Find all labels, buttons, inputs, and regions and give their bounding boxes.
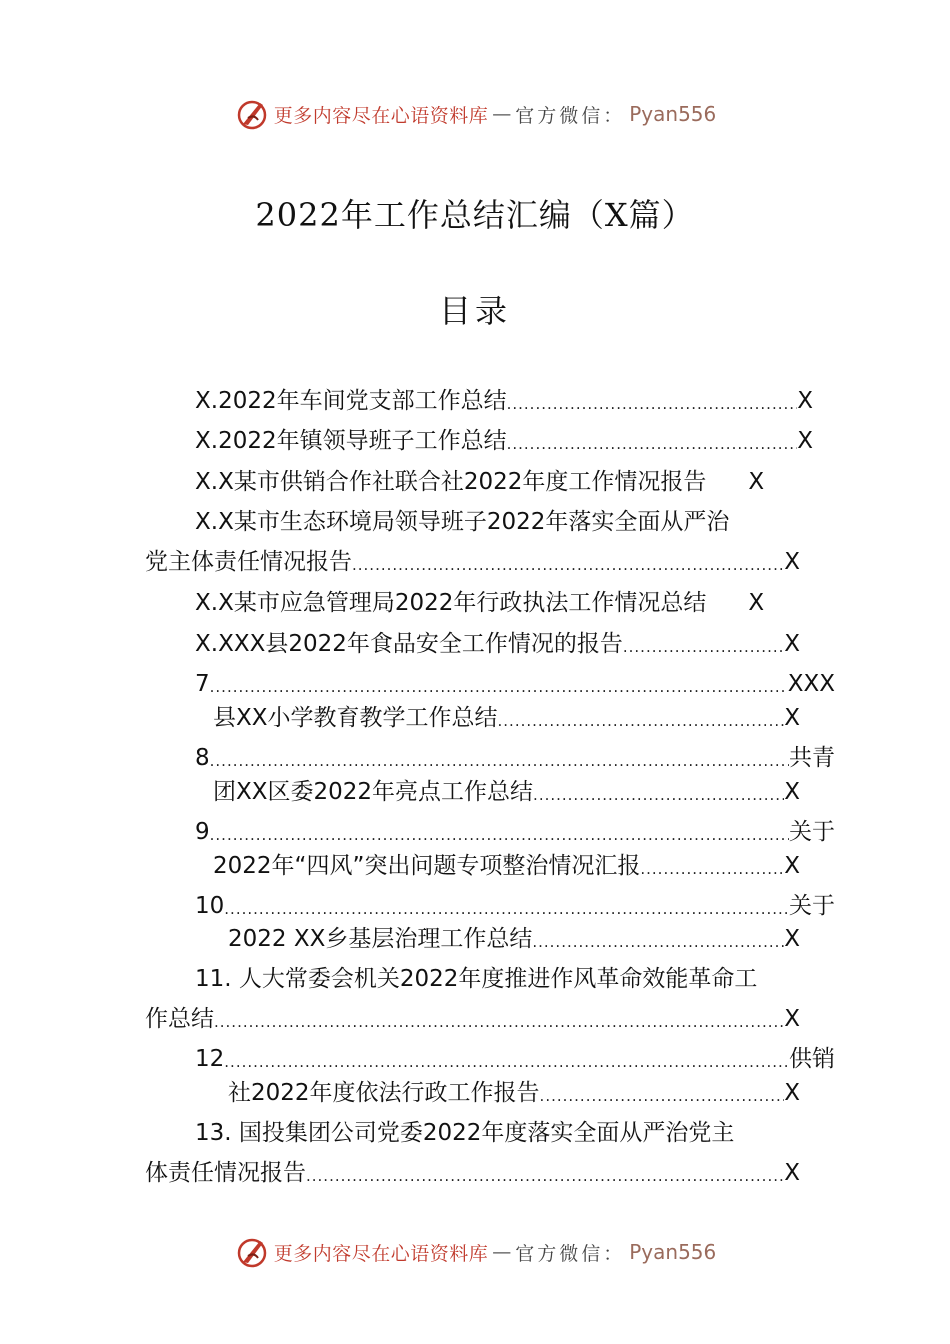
toc-entry-number: 10 (195, 893, 225, 919)
watermark-dash: — (492, 103, 512, 125)
toc-entry-title: X.X某市生态环境局领导班子2022年落实全面从严治 (195, 509, 730, 535)
toc-entry-page: X (748, 590, 765, 616)
leader-dots (540, 1082, 785, 1110)
toc-entry-continuation[interactable] (213, 849, 800, 883)
toc-entry-trail: XXX (787, 671, 835, 697)
toc-entry-title-cont: 团XX区委2022年亮点工作总结 (213, 779, 534, 805)
toc-entry-number: 12 (195, 1046, 225, 1072)
toc-entry-page: X (784, 926, 800, 952)
leader-dots (210, 673, 788, 701)
toc-heading: 目录 (438, 292, 511, 330)
toc-entry[interactable] (195, 627, 800, 661)
toc-entry-title: 11. 人大常委会机关2022年度推进作风革命效能革命工 (195, 966, 758, 992)
toc-entry-continuation[interactable] (213, 701, 800, 735)
toc-entry[interactable] (195, 889, 835, 923)
leader-dots (224, 895, 789, 923)
toc-entry-title: X.2022年镇领导班子工作总结 (195, 428, 507, 454)
toc-entry-trail: 供销 (789, 1046, 835, 1072)
leader-dots (306, 1162, 784, 1190)
leader-dots (214, 1008, 784, 1036)
toc-entry-page: X (784, 1006, 800, 1032)
leader-dots (640, 855, 784, 883)
toc-entry[interactable] (195, 741, 835, 775)
watermark-footer (0, 1232, 950, 1272)
watermark-label: 官方微信： (515, 1242, 626, 1265)
toc-entry-page: X (784, 549, 800, 575)
toc-entry-title: X.2022年车间党支部工作总结 (195, 388, 507, 414)
toc-entry-page: X (784, 1080, 800, 1106)
leader-dots (507, 390, 798, 418)
toc-entry[interactable] (195, 465, 845, 499)
toc-entry-page: X (748, 469, 765, 495)
toc-entry-title-cont: 社2022年度依法行政工作报告 (228, 1080, 540, 1106)
watermark-handle: Pyan556 (629, 1240, 717, 1264)
toc-entry-page: X (797, 428, 813, 454)
toc-entry[interactable] (195, 384, 813, 418)
toc-entry-title-cont: 作总结 (145, 1006, 214, 1032)
leader-dots (507, 430, 798, 458)
toc-entry-page: X (784, 705, 800, 731)
toc-entry-title-cont: 2022 XX乡基层治理工作总结 (228, 926, 533, 952)
toc-entry[interactable] (195, 505, 845, 539)
toc-entry-number: 7 (195, 671, 210, 697)
toc-entry-trail: 共青 (789, 745, 835, 771)
toc-entry-title-cont: 县XX小学教育教学工作总结 (213, 705, 498, 731)
toc-entry[interactable] (195, 962, 845, 996)
toc-entry-title: 13. 国投集团公司党委2022年度落实全面从严治党主 (195, 1120, 735, 1146)
toc-entry-title-cont: 党主体责任情况报告 (145, 549, 352, 575)
watermark-handle: Pyan556 (629, 102, 717, 126)
watermark-dash: — (492, 1241, 512, 1263)
toc-entry-trail: 关于 (789, 819, 835, 845)
toc-entry-continuation[interactable] (228, 1076, 800, 1110)
document-title: 2022年工作总结汇编（X篇） (255, 196, 695, 234)
leader-dots (210, 821, 789, 849)
toc-entry-title-cont: 体责任情况报告 (145, 1160, 306, 1186)
toc-entry[interactable] (195, 1042, 835, 1076)
toc-entry-title-cont: 2022年“四风”突出问题专项整治情况汇报 (213, 853, 641, 879)
leader-dots (532, 928, 784, 956)
toc-entry-continuation[interactable] (228, 922, 800, 956)
leader-dots (498, 707, 785, 735)
leader-dots (623, 633, 784, 661)
watermark-brand: 更多内容尽在心语资料库 (273, 1242, 489, 1265)
quill-logo-icon (234, 1234, 270, 1270)
toc-entry[interactable] (195, 424, 813, 458)
watermark-header (0, 94, 950, 134)
toc-entry-number: 9 (195, 819, 210, 845)
toc-entry[interactable] (195, 815, 835, 849)
watermark-label: 官方微信： (515, 104, 626, 127)
toc-entry-title: X.XXX县2022年食品安全工作情况的报告 (195, 631, 623, 657)
toc-entry-continuation[interactable] (145, 545, 800, 579)
toc-entry-continuation[interactable] (145, 1002, 800, 1036)
quill-logo-icon (234, 96, 270, 132)
leader-dots (210, 747, 789, 775)
toc-entry[interactable] (195, 667, 835, 701)
toc-entry-page: X (784, 1160, 800, 1186)
toc-entry-page: X (784, 779, 800, 805)
toc-entry-page: X (784, 631, 800, 657)
toc-entry[interactable] (195, 586, 845, 620)
toc-entry-continuation[interactable] (145, 1156, 800, 1190)
leader-dots (533, 781, 784, 809)
toc-entry-title: X.X某市应急管理局2022年行政执法工作情况总结 (195, 590, 707, 616)
toc-entry-title: X.X某市供销合作社联合社2022年度工作情况报告 (195, 469, 707, 495)
leader-dots (352, 551, 784, 579)
toc-entry-number: 8 (195, 745, 210, 771)
toc-entry-trail: 关于 (789, 893, 835, 919)
watermark-brand: 更多内容尽在心语资料库 (273, 104, 489, 127)
leader-dots (224, 1048, 789, 1076)
toc-entry-continuation[interactable] (213, 775, 800, 809)
toc-entry[interactable] (195, 1116, 845, 1150)
toc-entry-page: X (784, 853, 800, 879)
toc-entry-page: X (797, 388, 813, 414)
